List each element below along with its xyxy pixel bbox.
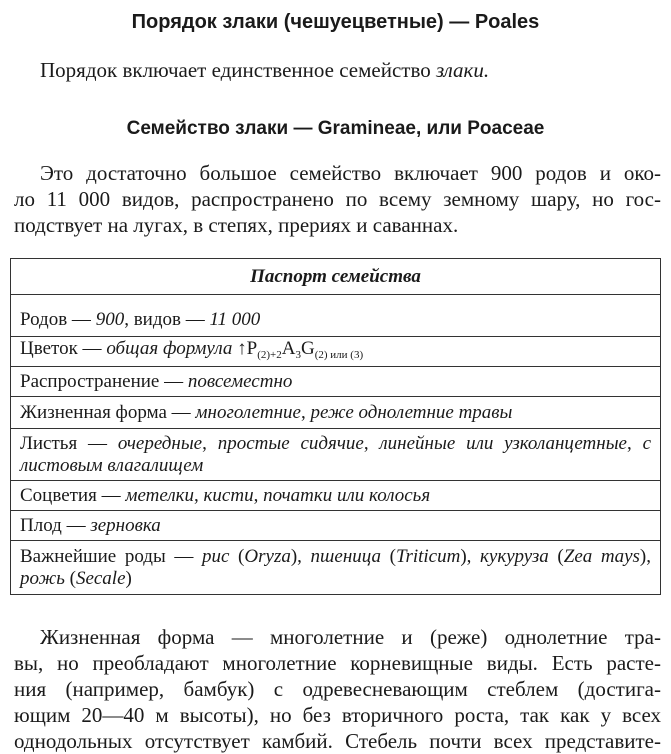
body-line: вы, но преобладают многолетние корневищные виды. Есть расте- <box>14 651 661 675</box>
flower-formula <box>237 338 363 359</box>
order-text <box>40 57 489 83</box>
fruit-value: зерновка <box>90 514 161 536</box>
passport-row-distribution <box>11 367 661 397</box>
inflorescence-label: Соцветия — <box>20 484 126 506</box>
passport-row-flower <box>11 337 661 367</box>
leaves-sep: , <box>627 432 643 454</box>
life-form-value: многолетние <box>195 401 301 423</box>
intro-paragraph <box>14 160 661 238</box>
body-line: ющим 20—40 м высоты), но без вторичного роста, так как у всех <box>14 703 661 727</box>
leaves-v4: с <box>642 432 651 454</box>
genera-count: 900 <box>95 308 125 330</box>
life-form-sep: , <box>300 401 311 423</box>
leaves-v2: простые сидячие <box>217 432 364 454</box>
fruit-label: Плод — <box>20 514 91 536</box>
formula-a: A <box>281 337 296 359</box>
inflorescence-v3: початки или колосья <box>263 484 431 506</box>
leaves-label: Листья — <box>20 432 118 454</box>
leaves-sep: , <box>363 432 380 454</box>
inflorescence-v1: метелки <box>125 484 195 506</box>
intro-line: Это достаточно большое семейство включает 900 родов и око- <box>40 161 661 185</box>
passport-row-main-genera: Важнейшие роды — рис (Oryza), пшеница (Triticum), кукуруза (Zea mays), рожь (Secale) <box>11 541 661 595</box>
leaves-sep: , <box>202 432 218 454</box>
passport-row-life-form <box>11 397 661 429</box>
leaves-v3: линейные или узколанцетные <box>379 432 627 454</box>
passport-row-fruit <box>11 511 661 541</box>
inflorescence-v2: кисти <box>203 484 254 506</box>
leaves-v1: очередные <box>117 432 203 454</box>
species-count: 11 000 <box>209 308 261 330</box>
family-passport-table <box>10 258 661 595</box>
order-text-family: злаки. <box>435 58 490 82</box>
genus-2: пшеница <box>310 545 381 567</box>
intro-line: подствует на лугах, в степях, прериях и саваннах. <box>14 213 459 237</box>
zygomorphic-arrow-icon: ↑ <box>237 337 247 359</box>
body-paragraph <box>14 624 661 754</box>
flower-formula-label: общая формула <box>106 337 238 359</box>
body-line: Жизненная форма — многолетние и (реже) однолетние тра- <box>40 625 661 649</box>
formula-p-sub: (2)+2 <box>257 348 282 361</box>
distribution-value: повсеместно <box>187 370 293 392</box>
body-line: ния (например, бамбук) с одревесневающим стеблем (достига- <box>14 677 661 701</box>
intro-line: ло 11 000 видов, распространено по всему земному шару, но гос- <box>14 187 661 211</box>
formula-a-sub: 3 <box>295 348 301 361</box>
formula-g-sub: (2) или (3) <box>314 348 364 361</box>
leaves-line2: листовым влагалищем <box>20 454 204 476</box>
genus-3-latin: Zea mays <box>563 545 640 567</box>
passport-row-genera <box>11 295 661 337</box>
flower-label: Цветок — <box>20 337 107 359</box>
main-genera-label: Важнейшие роды — <box>20 545 202 567</box>
formula-g: G <box>300 337 315 359</box>
formula-p: P <box>246 337 258 359</box>
genera-label: Родов — <box>20 308 96 330</box>
body-line: однодольных отсутствует камбий. Стебель почти всех представите- <box>14 729 661 753</box>
genera-sep: , видов — <box>124 308 210 330</box>
order-heading: Порядок злаки (чешуецветные) — Poales <box>131 11 540 33</box>
passport-header: Паспорт семейства <box>11 259 661 295</box>
inflorescence-sep: , <box>194 484 204 506</box>
genus-1-latin: Oryza <box>244 545 291 567</box>
genus-4: рожь <box>20 567 65 589</box>
life-form-value2: реже однолетние травы <box>310 401 513 423</box>
passport-row-inflorescence <box>11 481 661 511</box>
genus-3: кукуруза <box>480 545 549 567</box>
distribution-label: Распространение — <box>20 370 188 392</box>
life-form-label: Жизненная форма — <box>20 401 196 423</box>
genus-1: рис <box>202 545 230 567</box>
inflorescence-sep: , <box>253 484 264 506</box>
genus-4-latin: Secale <box>75 567 126 589</box>
order-text-prefix: Порядок включает единственное семейство <box>40 58 436 82</box>
genus-2-latin: Triticum <box>395 545 461 567</box>
passport-row-leaves <box>11 429 661 481</box>
family-heading: Семейство злаки — Gramineae, или Poaceae <box>126 118 545 139</box>
